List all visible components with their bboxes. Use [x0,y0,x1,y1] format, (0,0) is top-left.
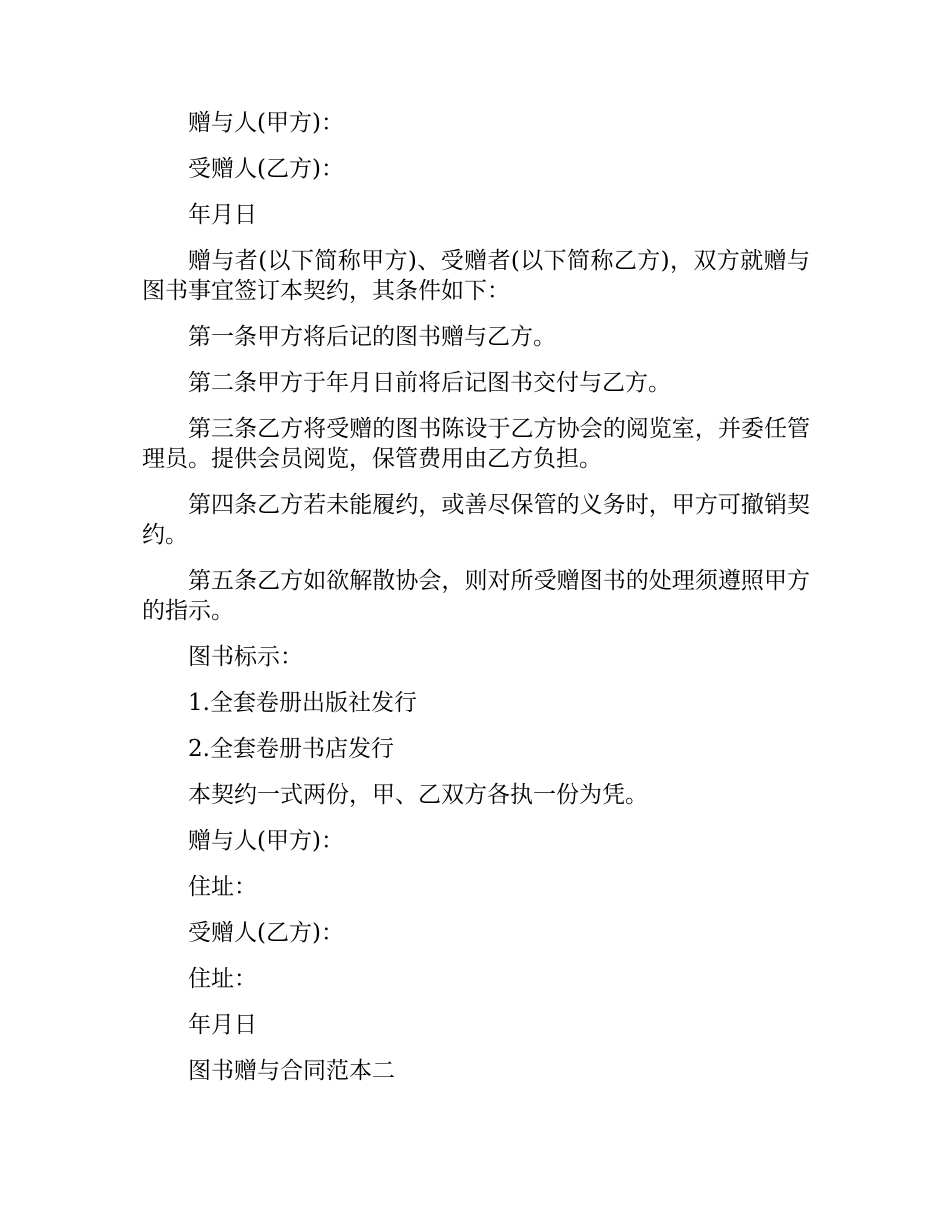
signature-donor-address: 住址： [188,874,257,900]
section-title-template-two: 图书赠与合同范本二 [188,1058,395,1084]
signature-donee-label: 受赠人(乙方)： [188,920,344,946]
article-2: 第二条甲方于年月日前将后记图书交付与乙方。 [188,370,671,396]
book-list-item: 2.全套卷册书店发行 [188,736,394,762]
preamble-paragraph: 赠与者(以下简称甲方)、受赠者(以下简称乙方)，双方就赠与图书事宜签订本契约，其条件如下： [142,248,810,304]
article-5: 第五条乙方如欲解散协会，则对所受赠图书的处理须遵照甲方的指示。 [142,568,810,624]
article-4: 第四条乙方若未能履约，或善尽保管的义务时，甲方可撤销契约。 [142,492,810,548]
article-1: 第一条甲方将后记的图书赠与乙方。 [188,324,556,350]
copies-clause: 本契约一式两份，甲、乙双方各执一份为凭。 [188,782,648,808]
article-3: 第三条乙方将受赠的图书陈设于乙方协会的阅览室，并委任管理员。提供会员阅览，保管费用由乙方负担。 [142,416,810,472]
signature-donor-label: 赠与人(甲方)： [188,828,344,854]
signature-date-line: 年月日 [188,1012,257,1038]
signature-donee-address: 住址： [188,966,257,992]
book-list-heading: 图书标示： [188,644,303,670]
donee-party-b-label: 受赠人(乙方)： [188,156,344,182]
document-body [142,108,810,1102]
donor-party-a-label: 赠与人(甲方)： [188,110,344,136]
book-list-item: 1.全套卷册出版社发行 [188,690,417,716]
date-line: 年月日 [188,202,257,228]
